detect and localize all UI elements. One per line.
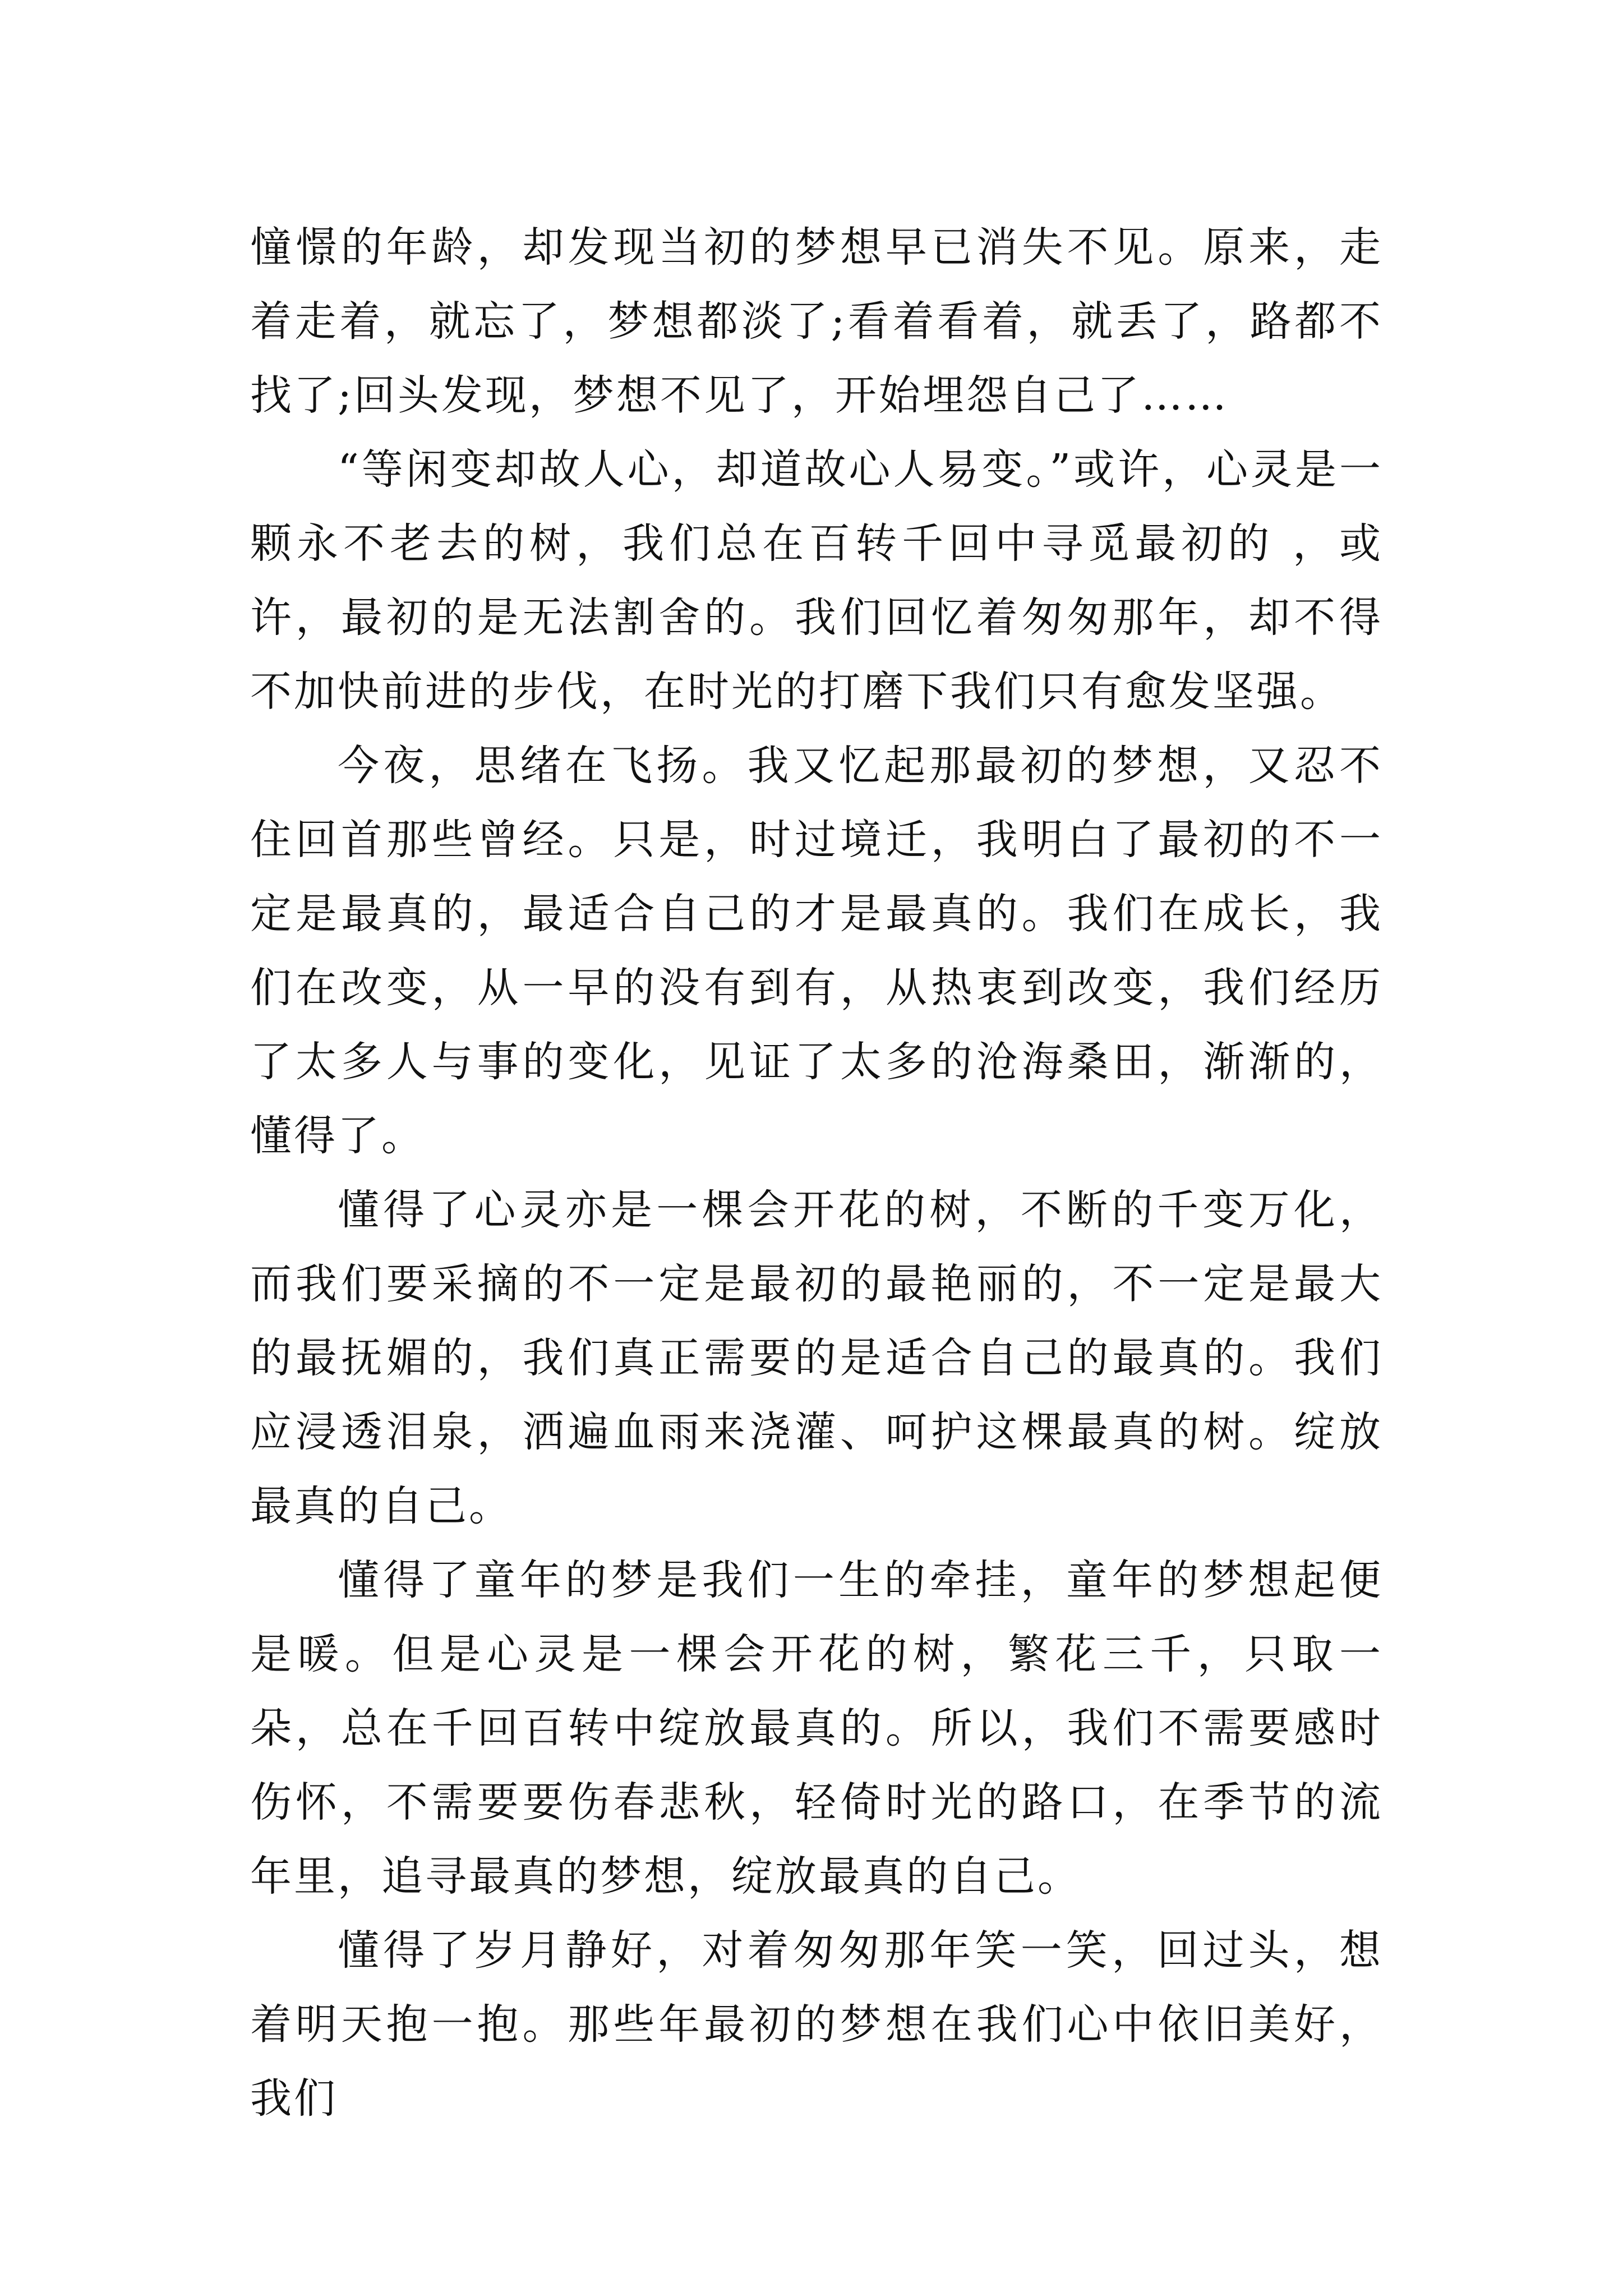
paragraph-3: 今夜，思绪在飞扬。我又忆起那最初的梦想，又忍不住回首那些曾经。只是，时过境迁，我明白了最初的不一定是最真的，最适合自己的才是最真的。我们在成长，我们在改变，从一早的没有到有，从热衷到改变，我们经历了太多人与事的变化，见证了太多的沧海桑田，渐渐的，懂得了。 [250, 742, 1383, 1160]
paragraph-1: 憧憬的年龄，却发现当初的梦想早已消失不见。原来，走着走着，就忘了，梦想都淡了;看着看着，就丢了，路都不找了;回头发现，梦想不见了，开始埋怨自己了…… [250, 223, 1383, 420]
paragraph-5: 懂得了童年的梦是我们一生的牵挂，童年的梦想起便是暖。但是心灵是一棵会开花的树，繁花三千，只取一朵，总在千回百转中绽放最真的。所以，我们不需要感时伤怀，不需要要伤春悲秋，轻倚时光的路口，在季节的流年里，追寻最真的梦想，绽放最真的自己。 [250, 1556, 1383, 1901]
body-text [250, 210, 1383, 2136]
paragraph-6: 懂得了岁月静好，对着匆匆那年笑一笑，回过头，想着明天抱一抱。那些年最初的梦想在我们心中依旧美好，我们 [250, 1926, 1383, 2123]
paragraph-4: 懂得了心灵亦是一棵会开花的树，不断的千变万化，而我们要采摘的不一定是最初的最艳丽的，不一定是最大的最抚媚的，我们真正需要的是适合自己的最真的。我们应浸透泪泉，洒遍血雨来浇灌、呵护这棵最真的树。绽放最真的自己。 [250, 1186, 1383, 1530]
paragraph-2: “等闲变却故人心，却道故心人易变。”或许，心灵是一颗永不老去的树，我们总在百转千回中寻觅最初的 ，或许，最初的是无法割舍的。我们回忆着匆匆那年，却不得不加快前进的步伐，在时光的打磨下我们只有愈发坚强。 [250, 445, 1383, 716]
